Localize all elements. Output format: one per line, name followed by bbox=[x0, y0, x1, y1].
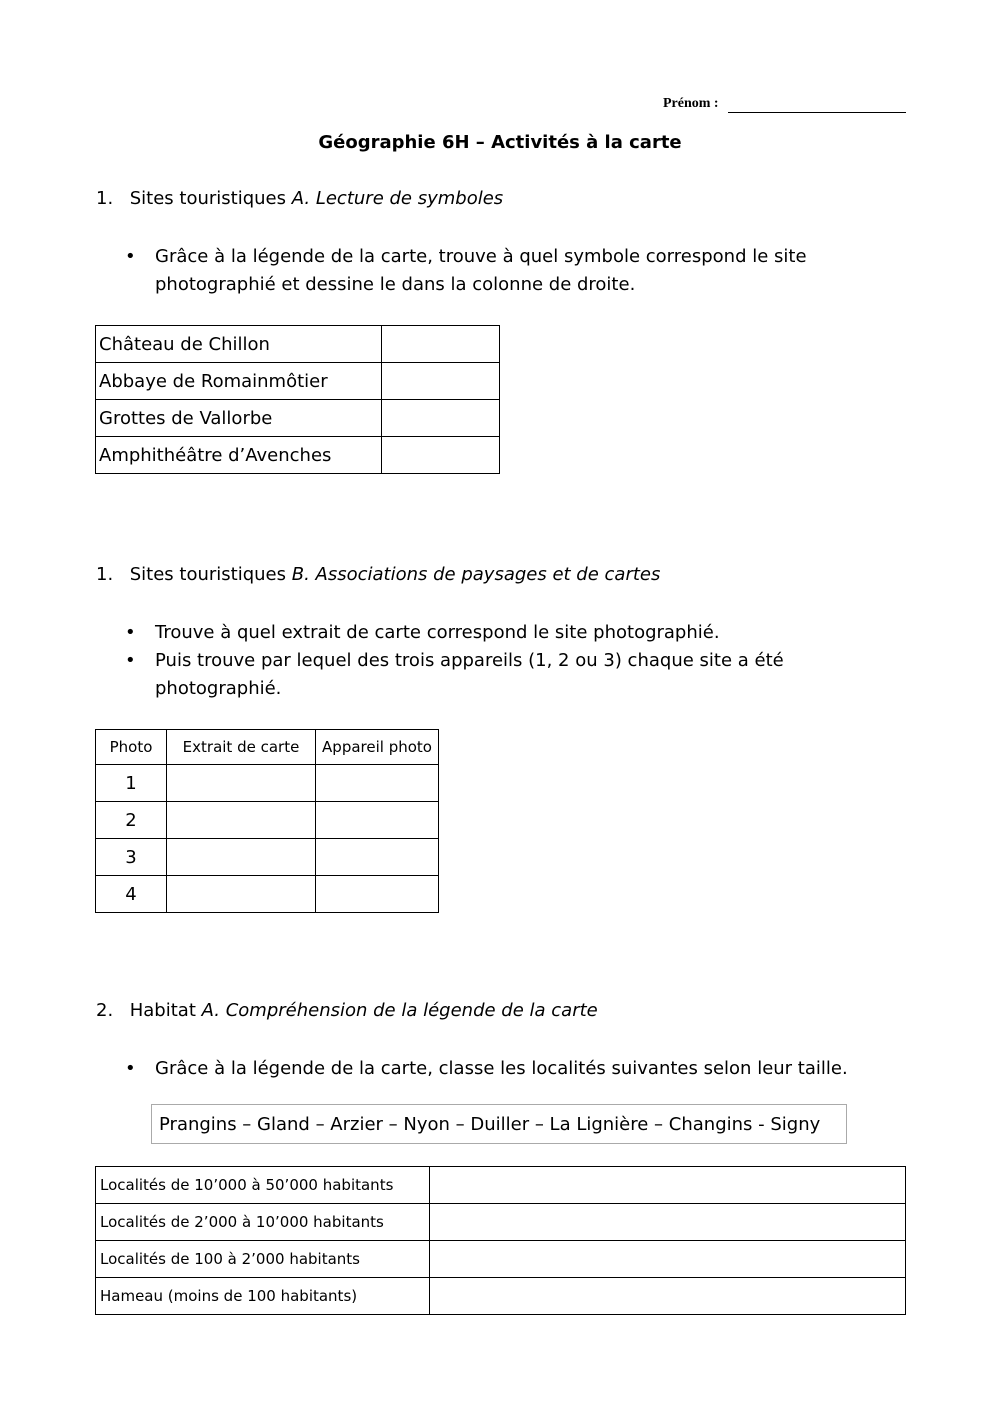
habitat-table bbox=[95, 1166, 906, 1315]
camera-cell[interactable] bbox=[316, 765, 439, 802]
instruction-bullet: • Puis trouve par lequel des trois appareils (1, 2 ou 3) chaque site a été photographié. bbox=[125, 647, 875, 703]
symbol-answer-cell[interactable] bbox=[382, 363, 500, 400]
table-row bbox=[96, 1278, 906, 1315]
photo-number: 1 bbox=[96, 765, 167, 802]
section-2a-instructions bbox=[125, 1055, 915, 1083]
size-category: Localités de 100 à 2’000 habitants bbox=[96, 1241, 430, 1278]
table-row bbox=[96, 1241, 906, 1278]
table-row bbox=[96, 363, 500, 400]
table-row bbox=[96, 839, 439, 876]
section-subtitle: A. Lecture de symboles bbox=[291, 188, 504, 209]
photo-number: 2 bbox=[96, 802, 167, 839]
table-row bbox=[96, 437, 500, 474]
site-name: Abbaye de Romainmôtier bbox=[96, 363, 382, 400]
section-title: Sites touristiques bbox=[129, 188, 286, 209]
section-subtitle: A. Compréhension de la légende de la carte bbox=[201, 1000, 598, 1021]
photo-association-table bbox=[95, 729, 439, 913]
column-header: Extrait de carte bbox=[167, 730, 316, 765]
section-title: Sites touristiques bbox=[129, 564, 286, 585]
camera-cell[interactable] bbox=[316, 876, 439, 913]
table-row bbox=[96, 802, 439, 839]
table-header-row bbox=[96, 730, 439, 765]
map-extract-cell[interactable] bbox=[167, 765, 316, 802]
prenom-label: Prénom : bbox=[663, 96, 719, 111]
table-row bbox=[96, 326, 500, 363]
photo-number: 4 bbox=[96, 876, 167, 913]
symbols-table bbox=[95, 325, 500, 474]
localities-answer-cell[interactable] bbox=[430, 1167, 906, 1204]
instruction-bullet: • Trouve à quel extrait de carte correspond le site photographié. bbox=[125, 619, 875, 647]
section-title: Habitat bbox=[129, 1000, 196, 1021]
column-header: Appareil photo bbox=[316, 730, 439, 765]
table-row bbox=[96, 876, 439, 913]
size-category: Localités de 10’000 à 50’000 habitants bbox=[96, 1167, 430, 1204]
section-1b-instructions bbox=[125, 619, 875, 703]
camera-cell[interactable] bbox=[316, 839, 439, 876]
table-row bbox=[96, 765, 439, 802]
localities-answer-cell[interactable] bbox=[430, 1278, 906, 1315]
site-name: Château de Chillon bbox=[96, 326, 382, 363]
section-number: 2. bbox=[96, 1000, 114, 1021]
size-category: Hameau (moins de 100 habitants) bbox=[96, 1278, 430, 1315]
section-2a-heading bbox=[96, 1000, 598, 1021]
section-number: 1. bbox=[96, 188, 114, 209]
prenom-line[interactable] bbox=[728, 112, 906, 113]
localities-answer-cell[interactable] bbox=[430, 1204, 906, 1241]
instruction-bullet: • Grâce à la légende de la carte, classe les localités suivantes selon leur taille. bbox=[125, 1055, 915, 1083]
camera-cell[interactable] bbox=[316, 802, 439, 839]
site-name: Amphithéâtre d’Avenches bbox=[96, 437, 382, 474]
column-header: Photo bbox=[96, 730, 167, 765]
size-category: Localités de 2’000 à 10’000 habitants bbox=[96, 1204, 430, 1241]
instruction-bullet: • Grâce à la légende de la carte, trouve à quel symbole correspond le site photographié et dessine le dans la colonne de droite. bbox=[125, 243, 875, 299]
map-extract-cell[interactable] bbox=[167, 876, 316, 913]
section-1a-heading bbox=[96, 188, 503, 209]
localities-answer-cell[interactable] bbox=[430, 1241, 906, 1278]
photo-number: 3 bbox=[96, 839, 167, 876]
symbol-answer-cell[interactable] bbox=[382, 437, 500, 474]
section-1b-heading bbox=[96, 564, 660, 585]
section-1a-instructions bbox=[125, 243, 875, 299]
table-row bbox=[96, 400, 500, 437]
symbol-answer-cell[interactable] bbox=[382, 326, 500, 363]
localities-list: Prangins – Gland – Arzier – Nyon – Duiller – La Lignière – Changins - Signy bbox=[151, 1104, 847, 1144]
page-title: Géographie 6H – Activités à la carte bbox=[318, 132, 682, 153]
section-subtitle: B. Associations de paysages et de cartes bbox=[291, 564, 661, 585]
symbol-answer-cell[interactable] bbox=[382, 400, 500, 437]
site-name: Grottes de Vallorbe bbox=[96, 400, 382, 437]
table-row bbox=[96, 1204, 906, 1241]
map-extract-cell[interactable] bbox=[167, 839, 316, 876]
map-extract-cell[interactable] bbox=[167, 802, 316, 839]
section-number: 1. bbox=[96, 564, 114, 585]
table-row bbox=[96, 1167, 906, 1204]
